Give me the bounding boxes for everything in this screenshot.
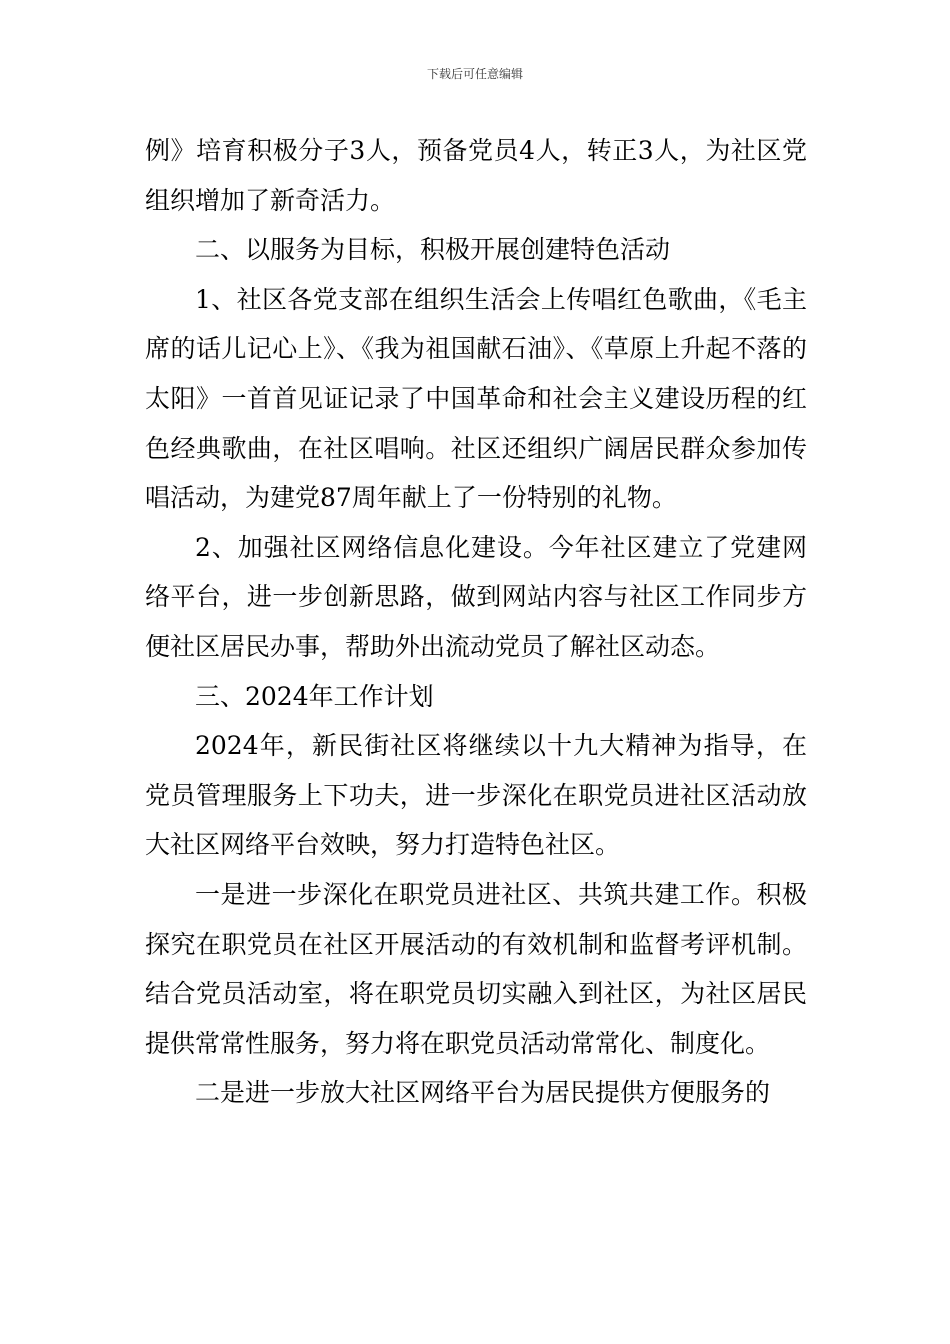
- document-body: [145, 126, 807, 1118]
- paragraph-continuation: 例》培育积极分子3人，预备党员4人，转正3人，为社区党组织增加了新奇活力。: [145, 136, 807, 215]
- section-heading-3: 三、2024年工作计划: [195, 681, 434, 711]
- paragraph-plan-intro: 2024年，新民街社区将继续以十九大精神为指导，在党员管理服务上下功夫，进一步深化在职党员进社区活动放大社区网络平台效映，努力打造特色社区。: [145, 731, 807, 860]
- paragraph-item-1: 1、社区各党支部在组织生活会上传唱红色歌曲，《毛主席的话儿记心上》、《我为祖国献石油》、《草原上升起不落的太阳》一首首见证记录了中国革命和社会主义建设历程的红色经典歌曲，在社区唱响。社区还组织广阔居民群众参加传唱活动，为建党87周年献上了一份特别的礼物。: [145, 284, 807, 513]
- paragraph-plan-point-1: 一是进一步深化在职党员进社区、共筑共建工作。积极探究在职党员在社区开展活动的有效机制和监督考评机制。结合党员活动室，将在职党员切实融入到社区，为社区居民提供常常性服务，努力将在职党员活动常常化、制度化。: [145, 879, 807, 1058]
- page-header-note: 下载后可任意编辑: [426, 67, 523, 81]
- paragraph-plan-point-2: 二是进一步放大社区网络平台为居民提供方便服务的: [195, 1078, 771, 1108]
- section-heading-2: 二、以服务为目标，积极开展创建特色活动: [195, 235, 671, 265]
- paragraph-item-2: 2、加强社区网络信息化建设。今年社区建立了党建网络平台，进一步创新思路，做到网站内容与社区工作同步方便社区居民办事，帮助外出流动党员了解社区动态。: [145, 532, 807, 661]
